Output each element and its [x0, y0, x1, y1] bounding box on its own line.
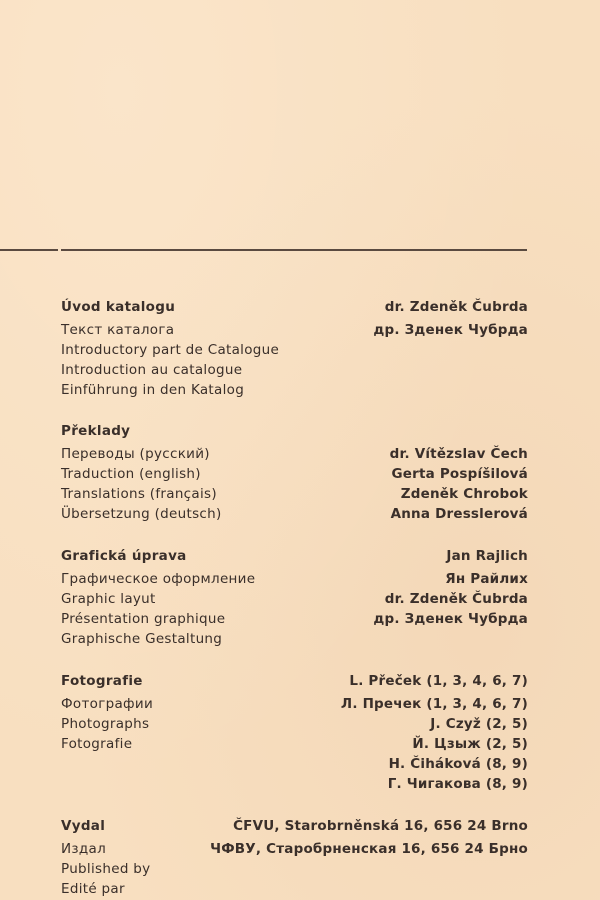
translated-label: Traduction (english) — [61, 466, 201, 482]
credit-value: Й. Цзыж (2, 5) — [412, 736, 528, 752]
section-header-row — [61, 670, 528, 694]
credit-row — [61, 444, 528, 464]
credit-row — [61, 569, 528, 589]
credit-row — [61, 360, 528, 380]
section-title: Grafická úprava — [61, 548, 187, 564]
credit-row — [61, 629, 528, 649]
section-title: Fotografie — [61, 673, 143, 689]
credit-row — [61, 609, 528, 629]
credit-value: Л. Пречек (1, 3, 4, 6, 7) — [340, 696, 528, 712]
credit-row — [61, 839, 528, 859]
divider-rule-left — [0, 249, 58, 251]
credit-value: Ян Райлих — [445, 571, 528, 587]
translated-label: Издал — [61, 841, 107, 857]
credit-row — [61, 694, 528, 714]
translated-label: Edité par — [61, 881, 125, 897]
section-header-row — [61, 296, 528, 320]
translated-label: Текст каталога — [61, 322, 175, 338]
section-graphic-design — [61, 545, 528, 649]
credit-value: др. Зденек Чубрда — [373, 322, 528, 338]
credit-value: dr. Zdeněk Čubrda — [384, 591, 528, 607]
publisher-address: ČFVU, Starobrněnská 16, 656 24 Brno — [233, 818, 528, 834]
credit-row — [61, 774, 528, 794]
translated-label: Графическое оформление — [61, 571, 256, 587]
section-introduction — [61, 296, 528, 400]
credit-row — [61, 754, 528, 774]
translated-label: Photographs — [61, 716, 150, 732]
translated-label: Fotografie — [61, 736, 133, 752]
section-translations — [61, 420, 528, 524]
section-header-row — [61, 815, 528, 839]
credit-row — [61, 484, 528, 504]
credit-value: dr. Zdeněk Čubrda — [384, 299, 528, 315]
credit-row — [61, 859, 528, 879]
translated-label: Переводы (русский) — [61, 446, 210, 462]
section-title: Úvod katalogu — [61, 299, 176, 315]
divider-rule — [61, 249, 527, 251]
credit-value: Zdeněk Chrobok — [400, 486, 528, 502]
credit-row — [61, 340, 528, 360]
translated-label: Translations (français) — [61, 486, 217, 502]
credit-row — [61, 589, 528, 609]
credit-value: Jan Rajlich — [446, 548, 528, 564]
credit-value: Anna Dresslerová — [390, 506, 528, 522]
translated-label: Einführung in den Katalog — [61, 382, 245, 398]
translated-label: Übersetzung (deutsch) — [61, 506, 222, 522]
section-title: Vydal — [61, 818, 106, 834]
credit-value: др. Зденек Чубрда — [373, 611, 528, 627]
translated-label: Présentation graphique — [61, 611, 226, 627]
section-header-row — [61, 545, 528, 569]
credit-row — [61, 320, 528, 340]
credit-value: L. Přeček (1, 3, 4, 6, 7) — [349, 673, 528, 689]
translated-label: Graphic layut — [61, 591, 156, 607]
credit-row — [61, 464, 528, 484]
credit-row — [61, 380, 528, 400]
credit-value: dr. Vítězslav Čech — [389, 446, 528, 462]
publisher-address: ЧФВУ, Старобрненская 16, 656 24 Брно — [210, 841, 528, 857]
translated-label: Introduction au catalogue — [61, 362, 243, 378]
credit-value: H. Čiháková (8, 9) — [388, 756, 528, 772]
credit-value: Г. Чигакова (8, 9) — [387, 776, 528, 792]
section-publisher — [61, 815, 528, 899]
credit-row — [61, 714, 528, 734]
credit-value: J. Czyž (2, 5) — [430, 716, 528, 732]
translated-label: Фотографии — [61, 696, 154, 712]
credit-row — [61, 734, 528, 754]
section-header-row — [61, 420, 528, 444]
translated-label: Graphische Gestaltung — [61, 631, 223, 647]
section-photographs — [61, 670, 528, 794]
translated-label: Introductory part de Catalogue — [61, 342, 280, 358]
credit-row — [61, 879, 528, 899]
credit-value: Gerta Pospíšilová — [391, 466, 528, 482]
translated-label: Published by — [61, 861, 151, 877]
credit-row — [61, 504, 528, 524]
section-title: Překlady — [61, 423, 131, 439]
